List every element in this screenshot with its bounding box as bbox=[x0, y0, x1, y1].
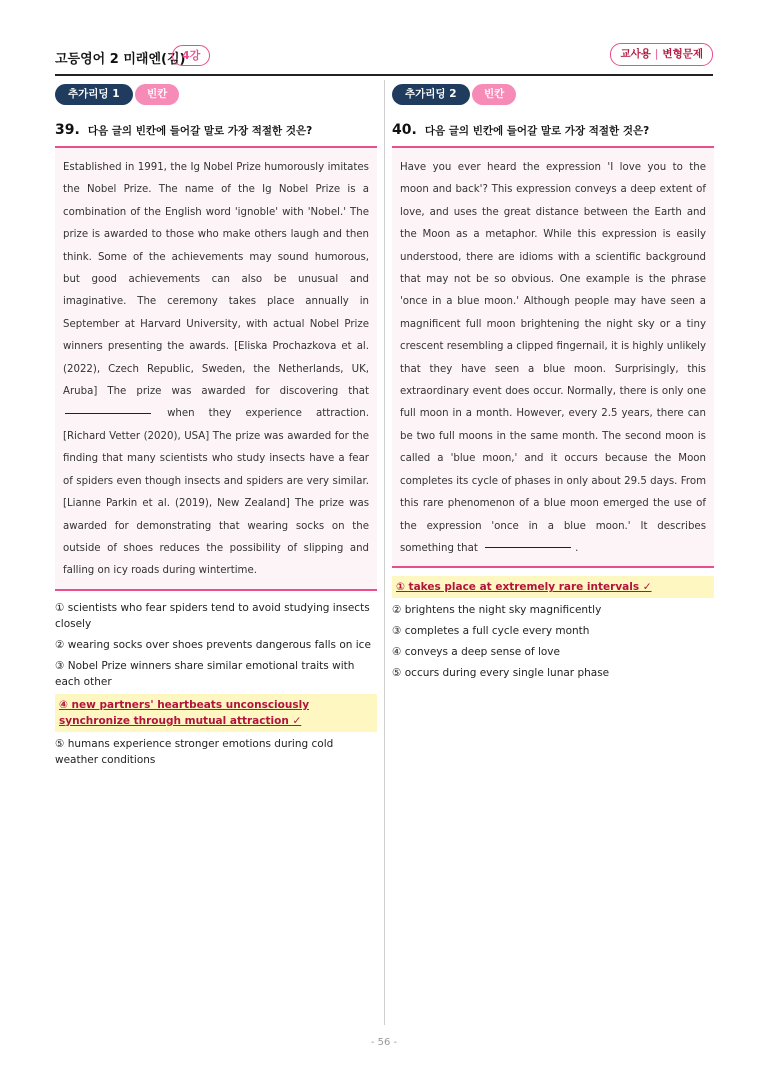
category-tag: 빈칸 bbox=[135, 84, 179, 105]
choice-2: ② brightens the night sky magnificently bbox=[392, 604, 602, 617]
choice-5: ⑤ occurs during every single lunar phase bbox=[392, 667, 610, 680]
choice-3: ③ completes a full cycle every month bbox=[392, 625, 590, 638]
choice-3: ③ Nobel Prize winners share similar emotional traits with each other bbox=[55, 659, 355, 688]
problem-type-label: 변형문제 bbox=[662, 48, 703, 60]
answer-choices bbox=[392, 576, 714, 682]
choice-2: ② wearing socks over shoes prevents dangerous falls on ice bbox=[55, 638, 371, 651]
question-number: 40. bbox=[392, 122, 417, 138]
audience-label: 교사용 bbox=[620, 48, 651, 60]
page-number: - 56 - bbox=[370, 1037, 398, 1048]
edition-badge bbox=[610, 43, 713, 66]
answer-choices bbox=[55, 599, 377, 769]
lesson-badge: 4강 bbox=[172, 45, 210, 66]
reading-tag: 추가리딩 2 bbox=[392, 84, 470, 105]
passage-text-before: Have you ever heard the expression 'I love you to the moon and back'? This expression conveys a deep extent of love, and uses the great distance between the Earth and the Moon as a metaphor. While this expression is easily understood, there are idioms with a scientific background that may not be so obvious. One example is the phrase 'once in a blue moon.' Although people may have seen a magnificent full moon brightening the night sky or a tiny crescent resembling a clipped fingernail, it is highly unlikely that they have seen a blue moon. Surprisingly, this extraordinary event does occur. Normally, there is only one full moon in a month. However, every 2.5 years, there can be two full moons in the same month. The second moon is called a 'blue moon,' and it occurs because the Moon completes its cycle of phases in only about 29.5 days. From this rare phenomenon of a blue moon emerged the use of the expression 'once in a blue moon.' It describes something that bbox=[400, 162, 706, 554]
question-prompt bbox=[392, 122, 714, 148]
question-prompt bbox=[55, 122, 377, 148]
question-number: 39. bbox=[55, 122, 80, 138]
column-divider bbox=[384, 80, 385, 1025]
question-text: 다음 글의 빈칸에 들어갈 말로 가장 적절한 것은? bbox=[424, 125, 650, 137]
category-tag: 빈칸 bbox=[472, 84, 516, 105]
answer-blank bbox=[65, 413, 151, 414]
choice-1: ① scientists who fear spiders tend to avoid studying insects closely bbox=[55, 601, 370, 630]
answer-blank bbox=[485, 547, 571, 548]
passage bbox=[55, 148, 377, 591]
choice-4: ④ conveys a deep sense of love bbox=[392, 646, 560, 659]
passage-text-after: . bbox=[575, 542, 579, 554]
passage-text-before: Established in 1991, the Ig Nobel Prize humorously imitates the Nobel Prize. The name of the Ig Nobel Prize is a combination of the English word 'ignoble' with 'Nobel.' The prize is awarded to those who make others laugh and then think. Some of the achievements may sound humorous, but good achievements can also be unusual and imaginative. The ceremony takes place annually in September at Harvard University, with actual Nobel Prize winners presenting the awards. [Eliska Prochazkova et al. (2022), Czech Republic, Sweden, the Netherlands, UK, Aruba] The prize was awarded for discovering that bbox=[63, 162, 369, 398]
question-39 bbox=[55, 84, 377, 772]
question-tags bbox=[392, 84, 714, 106]
choice-1-correct: ① takes place at extremely rare intervals ✓ bbox=[392, 576, 714, 598]
choice-5: ⑤ humans experience stronger emotions during cold weather conditions bbox=[55, 737, 334, 766]
passage-text-after: when they experience attraction. [Richard Vetter (2020), USA] The prize was awarded for the finding that many scientists who study insects have a fear of spiders even though insects and spiders are very similar. [Lianne Parkin et al. (2019), New Zealand] The prize was awarded for demonstrating that wearing socks on the outside of shoes reduces the possibility of slipping and falling on icy roads during wintertime. bbox=[63, 408, 369, 577]
question-40 bbox=[392, 84, 714, 685]
page-header bbox=[55, 44, 713, 76]
question-text: 다음 글의 빈칸에 들어갈 말로 가장 적절한 것은? bbox=[87, 125, 313, 137]
question-tags bbox=[55, 84, 377, 106]
reading-tag: 추가리딩 1 bbox=[55, 84, 133, 105]
badge-separator: | bbox=[654, 48, 659, 60]
passage bbox=[392, 148, 714, 568]
choice-4-correct: ④ new partners' heartbeats unconsciously synchronize through mutual attraction ✓ bbox=[55, 694, 377, 732]
book-title: 고등영어 2 미래엔(김) bbox=[55, 52, 186, 67]
